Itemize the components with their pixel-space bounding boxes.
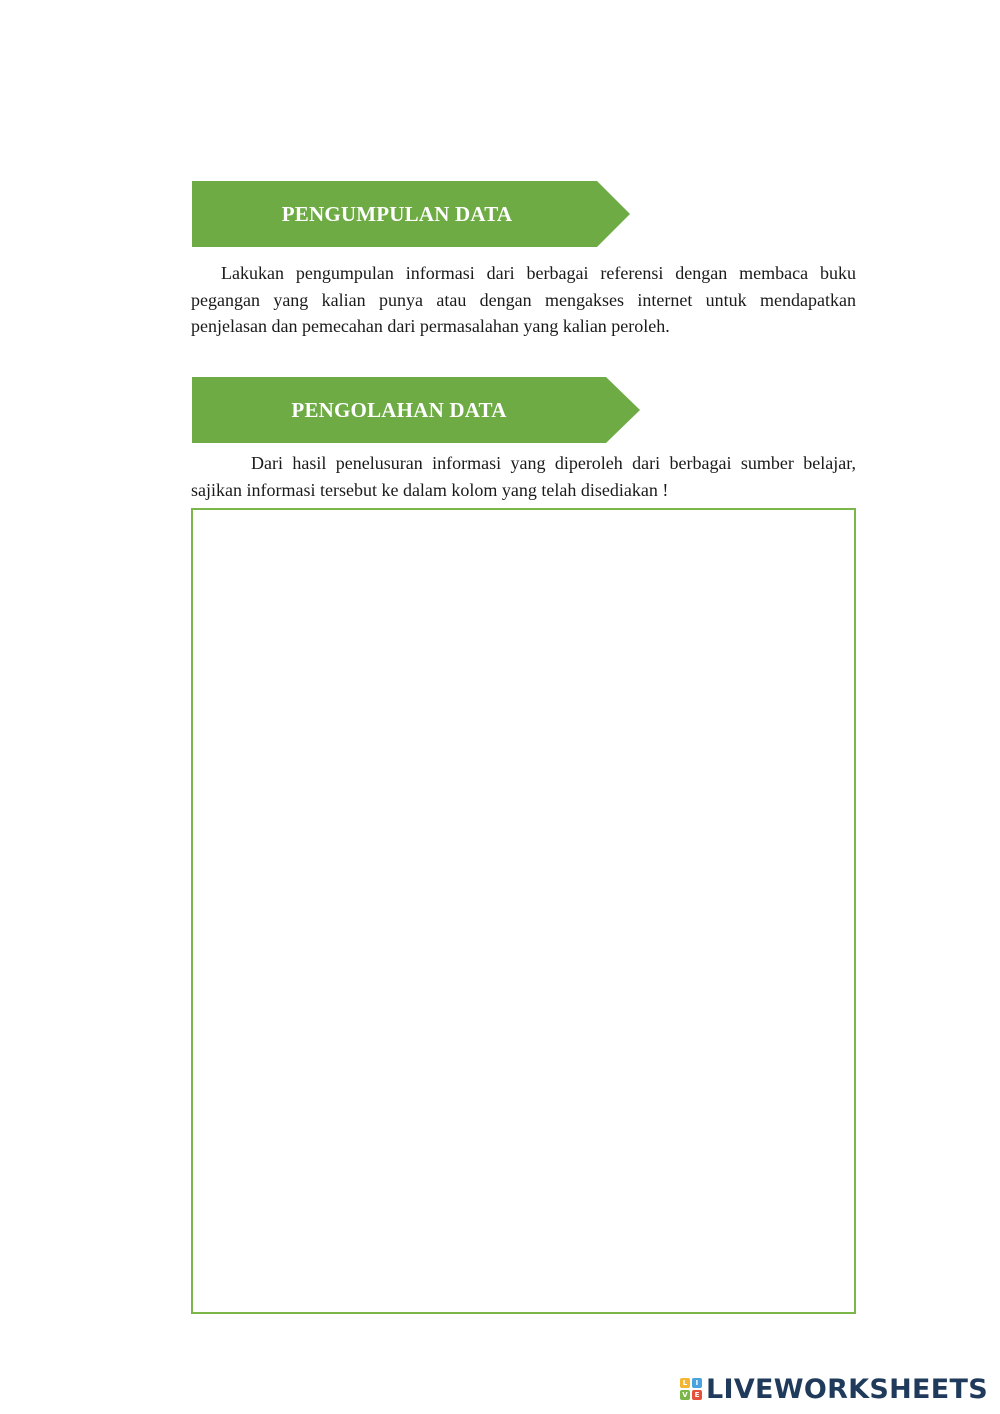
mark-letter: E — [692, 1390, 702, 1400]
liveworksheets-logo — [680, 1372, 988, 1406]
section-title: PENGUMPULAN DATA — [281, 201, 513, 226]
liveworksheets-mark-icon — [680, 1378, 702, 1400]
section-banner-pengumpulan — [192, 181, 630, 247]
mark-letter: L — [680, 1378, 690, 1388]
brand-name: LIVEWORKSHEETS — [705, 1373, 988, 1405]
mark-letter: V — [680, 1390, 690, 1400]
answer-text-box[interactable] — [191, 508, 856, 1314]
section-banner-pengolahan — [192, 377, 640, 443]
mark-letter: I — [692, 1378, 702, 1388]
section-title: PENGOLAHAN DATA — [291, 397, 507, 422]
instruction-paragraph: Lakukan pengumpulan informasi dari berbagai referensi dengan membaca buku pegangan yang kalian punya atau dengan mengakses internet untuk mendapatkan penjelasan dan pemecahan dari permasalahan yang kalian peroleh. — [191, 263, 856, 336]
instruction-paragraph: Dari hasil penelusuran informasi yang diperoleh dari berbagai sumber belajar, sajikan informasi tersebut ke dalam kolom yang telah disediakan ! — [191, 453, 856, 500]
